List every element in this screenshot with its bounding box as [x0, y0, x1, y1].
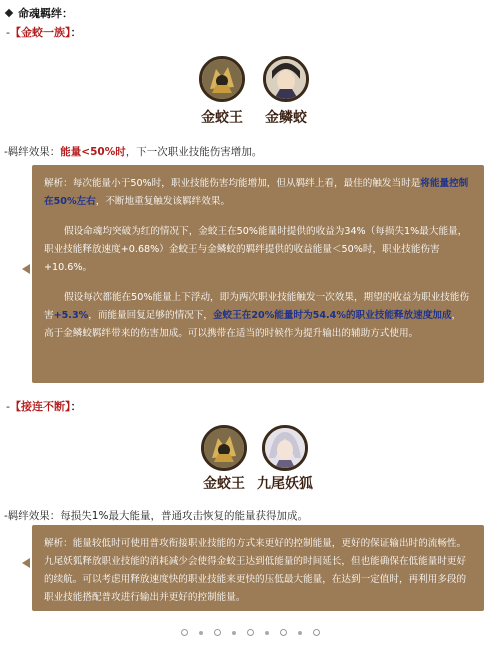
page-dot[interactable]	[280, 629, 287, 636]
page-dot[interactable]	[181, 629, 188, 636]
section-title-jinjiao: -【金蛟一族】：	[6, 26, 82, 39]
analysis-box: 解析：每次能量小于50%时，职业技能伤害均能增加，但从羁绊上看，最佳的触发当时是将能量控制在50%左右，不断地重复触发该羁绊效果。 假设命魂均突破为红的情况下，金蛟王在50%能量时提供的收益为34%（每损失1%最大能量，职业技能释放速度+0.68%）金蛟王与金鳞蛟的羁绊提供的收益能量＜50%时，职业技能伤害+10.6%。 假设每次都能在50%能量上下浮动，即为两次职业技能触发一次效果，期望的收益为职业技能伤害+5.3%，而能量回复足够的情况下，金蛟王在20%能量时为54.4%的职业技能释放速度加成，高于金鳞蛟羁绊带来的伤害加成。可以携带在适当的时候作为提升输出的辅助方式使用。	[32, 165, 484, 383]
page-dot[interactable]	[313, 629, 320, 636]
analysis-box: 解析：能量较低时可使用普攻衔接职业技能的方式来更好的控制能量，更好的保证输出时的流畅性。九尾妖狐释放职业技能的消耗减少会使得金蛟王达到低能量的时间延长，但也能确保在低能量时更好的续航。可以考虑用释放速度快的职业技能来更快的压低最大能量，在达到一定值时，再利用多段的职业技能搭配普攻进行输出并更好的控制能量。	[32, 525, 484, 611]
character-name: 九尾妖狐	[257, 476, 313, 492]
pagination	[0, 629, 500, 636]
page-dot[interactable]	[199, 631, 203, 635]
bond-effect: -羁绊效果：每损失1%最大能量，普通攻击恢复的能量获得加成。	[4, 510, 308, 522]
avatar-jinjiao-wang	[201, 425, 247, 471]
avatar-jinjiao-wang	[199, 56, 245, 102]
page-dot[interactable]	[232, 631, 236, 635]
diamond-bullet-icon	[5, 9, 13, 17]
page-dot[interactable]	[247, 629, 254, 636]
avatar-jinlin-jiao	[263, 56, 309, 102]
page-dot[interactable]	[298, 631, 302, 635]
page-dot[interactable]	[214, 629, 221, 636]
section-title-jielian: -【接连不断】：	[6, 400, 82, 413]
avatar-jiuwei-yaohu	[262, 425, 308, 471]
bond-effect: -羁绊效果：能量<50%时，下一次职业技能伤害增加。	[4, 146, 263, 158]
page-dot[interactable]	[265, 631, 269, 635]
character-name: 金蛟王	[203, 476, 245, 492]
page-title: 命魂羁绊：	[6, 5, 73, 21]
character-name: 金蛟王	[201, 110, 243, 126]
character-name: 金鳞蛟	[265, 110, 307, 126]
